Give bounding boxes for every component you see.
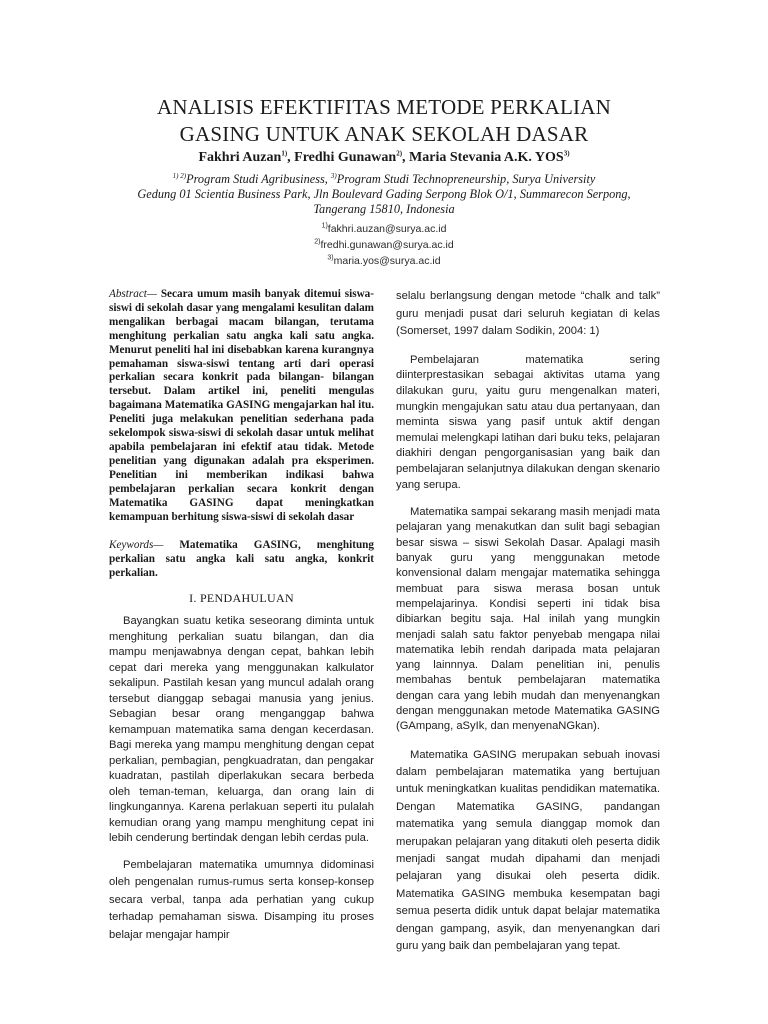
paragraph: Pembelajaran matematika sering diinterprestasikan sebagai aktivitas utama yang dilakukan guru, yaitu guru mengenalkan materi, mungkin mengajukan satu atau dua pertanyaan, dan meminta siswa yang pasif untuk aktif dengan memulai melengkapi latihan dari buku teks, pelajaran diakhiri dengan pengorganisasian yang baik dan pembelajaran selanjutnya dilakukan dengan skenario yang serupa.	[396, 353, 660, 491]
author-separator: ,	[287, 150, 295, 165]
section-heading: I. PENDAHULUAN	[189, 591, 294, 606]
paper-title	[60, 94, 708, 148]
left-column	[109, 288, 374, 945]
affiliation-sup-2: 3)	[330, 171, 337, 180]
email-3-sup: 3)	[327, 254, 334, 262]
author-3: Maria Stevania A.K. YOS	[409, 150, 564, 165]
affiliation-program-2: Program Studi Technopreneurship, Surya University	[336, 172, 596, 186]
keywords-lead: Keywords—	[109, 539, 164, 552]
paragraph: selalu berlangsung dengan metode “chalk and talk” guru menjadi pusat dari seluruh kegiatan di kelas (Somerset, 1997 dalam Sodikin, 2004: 1)	[396, 290, 660, 338]
email-1[interactable]	[200, 221, 568, 237]
affiliation	[80, 172, 688, 217]
keywords-text: Matematika GASING, menghitung perkalian satu angka kali satu angka, konkrit perkalian.	[109, 539, 374, 580]
email-2[interactable]	[200, 237, 568, 253]
keywords	[109, 539, 374, 581]
email-2-sup: 2)	[314, 238, 321, 246]
author-3-sup: 3)	[563, 149, 570, 158]
email-list	[200, 221, 568, 269]
right-column	[396, 288, 660, 955]
email-1-address[interactable]: fakhri.auzan@surya.ac.id	[327, 223, 447, 235]
affiliation-sup-1: 1) 2)	[172, 171, 187, 180]
abstract	[109, 288, 374, 524]
author-list	[60, 150, 708, 166]
abstract-text: Secara umum masih banyak ditemui siswa-siswi di sekolah dasar yang mengalami kesulitan dalam mengalikan berbagai macam bilangan, terutama menghitung perkalian satu angka kali satu angka. Menurut peneliti hal ini disebabkan karena kurangnya pemahaman siswa-siswi tentang arti dari operasi perkalian secara konkrit pada bilangan- bilangan tersebut. Dalam artikel ini, peneliti mengulas bagaimana Matematika GASING mengajarkan hal itu. Peneliti juga melakukan penelitian sederhana pada sekelompok siswa-siswi di sekolah dasar untuk melihat apabila pembelajaran ini efektif atau tidak. Metode penelitian yang digunakan adalah pra eksperimen. Penelitian ini memberikan indikasi bahwa pembelajaran perkalian secara konkrit dengan Matematika GASING dapat meningkatkan kemampuan berhitung siswa-siswi di sekolah dasar	[109, 288, 374, 523]
affiliation-line-3: Tangerang 15810, Indonesia	[313, 202, 455, 216]
paragraph: Matematika GASING merupakan sebuah inovasi dalam pembelajaran matematika yang bertujuan untuk meningkatkan kualitas pendidikan matematika. Dengan Matematika GASING, pandangan matematika yang semula dianggap momok dan merupakan pelajaran yang ditakuti oleh peserta didik menjadi sangat mudah dipahami dan menjadi pelajaran yang disukai oleh peserta didik. Matematika GASING membuka kesempatan bagi semua peserta didik untuk dapat belajar matematika dengan gampang, asyik, dan menyenangkan dari guru yang baik dan pembelajaran yang tepat.	[396, 748, 660, 953]
email-3-address[interactable]: maria.yos@surya.ac.id	[333, 255, 441, 267]
email-1-sup: 1)	[321, 222, 328, 230]
author-1-sup: 1)	[281, 149, 288, 158]
affiliation-program-1: Program Studi Agribusiness,	[186, 172, 331, 186]
title-line-1: ANALISIS EFEKTIFITAS METODE PERKALIAN	[157, 95, 611, 119]
email-2-address[interactable]: fredhi.gunawan@surya.ac.id	[320, 239, 454, 251]
paragraph: Bayangkan suatu ketika seseorang diminta untuk menghitung perkalian suatu bilangan, dan dia mampu menjawabnya dengan cepat, bahkan lebih cepat dari mereka yang menggunakan kalkulator sekalipun. Pastilah kesan yang muncul adalah orang tersebut dianggap sebagai manusia yang jenius. Sebagian besar orang menganggap bahwa kemampuan matematika sama dengan kecerdasan. Bagi mereka yang mampu menghitung dengan cepat perkalian, pembagian, pengkuadratan, dan pengakar kuadratan, pastilah diperlakukan secara berbeda oleh teman-teman, keluarga, dan orang lain di lingkungannya. Karena perlakuan seperti itu pulalah kemudian orang yang mampu menghitung cepat ini lebih cenderung bertindak dengan lebih cerdas pula.	[109, 615, 374, 845]
author-separator: ,	[402, 150, 410, 165]
author-2-sup: 2)	[396, 149, 403, 158]
affiliation-line-2: Gedung 01 Scientia Business Park, Jln Boulevard Gading Serpong Blok O/1, Summarecon Serpong,	[137, 187, 631, 201]
author-2: Fredhi Gunawan	[294, 150, 397, 165]
author-1: Fakhri Auzan	[198, 150, 282, 165]
email-3[interactable]	[200, 253, 568, 269]
affiliation-line-1	[80, 172, 688, 187]
paragraph: Matematika sampai sekarang masih menjadi mata pelajaran yang menakutkan dan sulit bagi sebagian besar siswa – siswi Sekolah Dasar. Apalagi masih banyak guru yang menggunakan metode konvensional dalam mengajar matematika sehingga membuat para siswa merasa bosan untuk mempelajarinya. Kondisi seperti ini tidak bisa dibiarkan begitu saja. Hal inilah yang mungkin menjadi salah satu faktor penyebab mengapa nilai matematika lebih rendah daripada mata pelajaran yang lainnnya. Dalam penelitian ini, penulis membahas bentuk pembelajaran matematika dengan cara yang lebih mudah dan menyenangkan dengan menggunakan metode Matematika GASING (GAmpang, aSyIk, dan menyenaNGkan).	[396, 506, 660, 733]
title-line-2: GASING UNTUK ANAK SEKOLAH DASAR	[179, 122, 589, 146]
abstract-lead: Abstract—	[109, 288, 157, 300]
paragraph: Pembelajaran matematika umumnya didominasi oleh pengenalan rumus-rumus serta konsep-konsep secara verbal, tanpa ada perhatian yang cukup terhadap pemahaman siswa. Disamping itu proses belajar mengajar hampir	[109, 858, 374, 941]
